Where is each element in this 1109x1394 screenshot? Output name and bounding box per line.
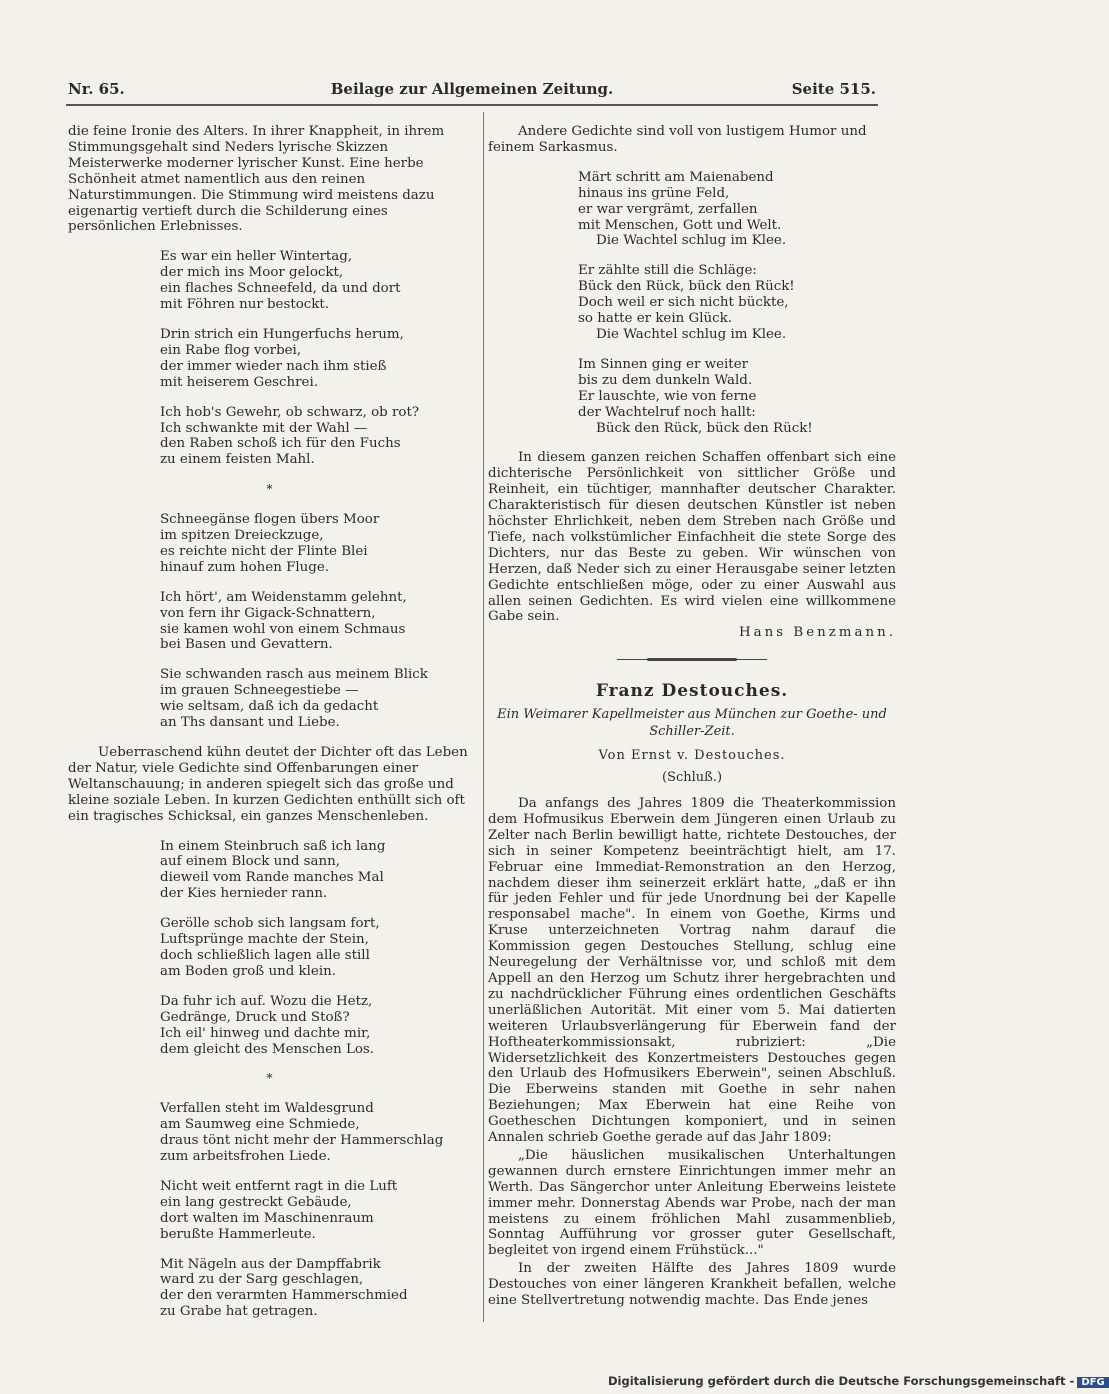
poem-line: Gerölle schob sich langsam fort,	[160, 916, 380, 932]
poem-line: der Kies hernieder rann.	[160, 886, 328, 902]
poem-geese	[160, 512, 471, 731]
poem-line: Märt schritt am Maienabend	[578, 169, 774, 185]
poem-line: am Saumweg eine Schmiede,	[160, 1117, 360, 1133]
section-separator: *	[266, 482, 273, 497]
issue-number: Nr. 65.	[68, 80, 125, 98]
poem-line: dem gleicht des Menschen Los.	[160, 1041, 375, 1057]
poem-stanza	[160, 249, 471, 313]
footer-text: Digitalisierung gefördert durch die Deutsche Forschungsgemeinschaft -	[608, 1374, 1075, 1388]
poem-line: an Ths dansant und Liebe.	[160, 715, 340, 731]
poem-line: Gedränge, Druck und Stoß?	[160, 1009, 350, 1025]
poem-line: Da fuhr ich auf. Wozu die Hetz,	[160, 993, 373, 1009]
poem-line: Ich eil' hinweg und dachte mir,	[160, 1025, 371, 1041]
article-paragraph-2: In der zweiten Hälfte des Jahres 1809 wurde Destouches von einer längeren Krankheit befallen, welche eine Stellvertretung notwendig machte. Das Ende jenes	[488, 1261, 896, 1309]
poem-stanza	[160, 839, 471, 903]
poem-line: Im Sinnen ging er weiter	[578, 356, 749, 372]
poem-line: Er lauschte, wie von ferne	[578, 388, 757, 404]
poem-line: so hatte er kein Glück.	[578, 311, 732, 327]
poem-line: zu Grabe hat getragen.	[160, 1304, 318, 1320]
poem-line: auf einem Block und sann,	[160, 854, 341, 870]
poem-line: Doch weil er sich nicht bückte,	[578, 295, 789, 311]
poem-stanza	[160, 590, 471, 654]
poem-stanza	[160, 916, 471, 980]
header-rule	[66, 104, 878, 106]
decorative-rule	[617, 657, 767, 662]
poem-stanza	[160, 512, 471, 576]
poem-line: Schneegänse flogen übers Moor	[160, 512, 380, 528]
poem-line: Luftsprünge machte der Stein,	[160, 932, 369, 948]
poem-line: draus tönt nicht mehr der Hammerschlag	[160, 1133, 444, 1149]
poem-line: wie seltsam, daß ich da gedacht	[160, 699, 379, 715]
poem-line: den Raben schoß ich für den Fuchs	[160, 436, 401, 452]
poem-stanza	[160, 405, 471, 469]
poem-stanza	[160, 327, 471, 391]
poem-line: der den verarmten Hammerschmied	[160, 1288, 408, 1304]
column-divider	[483, 112, 484, 1322]
digitization-footer	[608, 1374, 1109, 1388]
poem-stanza	[160, 994, 471, 1058]
poem-line: am Boden groß und klein.	[160, 963, 337, 979]
author-signature: Hans Benzmann.	[738, 625, 896, 641]
article-title: Franz Destouches.	[595, 681, 789, 702]
poem-line: hinauf zum hohen Fluge.	[160, 559, 330, 575]
page-number: Seite 515.	[791, 80, 876, 98]
poem-line: ward zu der Sarg geschlagen,	[160, 1272, 364, 1288]
poem-line: der Wachtelruf noch hallt:	[578, 404, 756, 420]
poem-line: bei Basen und Gevattern.	[160, 637, 333, 653]
poem-line: Mit Nägeln aus der Dampffabrik	[160, 1256, 381, 1272]
poem-line: dort walten im Maschinenraum	[160, 1210, 374, 1226]
poem-line: er war vergrämt, zerfallen	[578, 201, 758, 217]
poem-line: es reichte nicht der Flinte Blei	[160, 543, 368, 559]
poem-line: mit Menschen, Gott und Welt.	[578, 217, 782, 233]
intro-paragraph: die feine Ironie des Alters. In ihrer Knappheit, in ihrem Stimmungsgehalt sind Neders lyrische Skizzen Meisterwerke moderner lyrischer Kunst. Eine herbe Schönheit atmet namentlich aus den reinen Naturstimmungen. Die Stimmung wird meistens dazu eigenartig vertieft durch die Schilderung eines persönlichen Erlebnisses.	[68, 124, 445, 235]
poem-line: Drin strich ein Hungerfuchs herum,	[160, 326, 404, 342]
poem-line: ein lang gestreckt Gebäude,	[160, 1194, 352, 1210]
poem-line: im grauen Schneegestiebe —	[160, 683, 359, 699]
poem-stanza	[160, 1101, 471, 1165]
poem-line: Ich hört', am Weidenstamm gelehnt,	[160, 589, 407, 605]
poem-line: Ich schwankte mit der Wahl —	[160, 420, 368, 436]
poem-stanza	[578, 357, 896, 437]
supplement-title: Beilage zur Allgemeinen Zeitung.	[330, 80, 614, 98]
poem-line: der immer wieder nach ihm stieß	[160, 358, 387, 374]
poem-line: Die Wachtel schlug im Klee.	[596, 233, 787, 249]
article-subtitle: Ein Weimarer Kapellmeister aus München zur Goethe- und Schiller-Zeit.	[497, 707, 887, 740]
dfg-logo: DFG	[1077, 1377, 1108, 1388]
poem-line: von fern ihr Gigack-Schnattern,	[160, 605, 376, 621]
poem-line: Ich hob's Gewehr, ob schwarz, ob rot?	[160, 404, 420, 420]
article-part: (Schluß.)	[661, 770, 723, 786]
poem-line: bis zu dem dunkeln Wald.	[578, 372, 753, 388]
left-column	[68, 124, 471, 1320]
poem-line: Es war ein heller Wintertag,	[160, 249, 353, 265]
poem-line: ein Rabe flog vorbei,	[160, 342, 302, 358]
poem-line: Verfallen steht im Waldesgrund	[160, 1101, 374, 1117]
closing-paragraph: In diesem ganzen reichen Schaffen offenbart sich eine dichterische Persönlichkeit von sittlicher Größe und Reinheit, ein tüchtiger, mannhafter deutscher Charakter. Charakteristisch für diesen deutschen Künstler ist neben höchster Ehrlichkeit, neben dem Streben nach Größe und Tiefe, nach volkstümlicher Einfachheit die stete Sorge des Dichters, nur das Beste zu geben. Wir wünschen von Herzen, daß Neder sich zu einer Herausgabe seiner letzten Gedichte entschließen möge, oder zu einer Auswahl aus allen seinen Gedichten. Es wird vielen eine willkommene Gabe sein.	[488, 450, 896, 625]
poem-line: Bück den Rück, bück den Rück!	[596, 420, 813, 436]
poem-smithy	[160, 1101, 471, 1320]
poem-line: hinaus ins grüne Feld,	[578, 185, 730, 201]
humor-intro: Andere Gedichte sind voll von lustigem Humor und feinem Sarkasmus.	[488, 124, 867, 155]
poem-stanza	[160, 1179, 471, 1243]
middle-paragraph: Ueberraschend kühn deutet der Dichter oft das Leben der Natur, viele Gedichte sind Offenbarungen einer Weltanschauung; in anderen spiegelt sich das große und kleine soziale Leben. In kurzen Gedichten enthüllt sich oft ein tragisches Schicksal, ein ganzes Menschenleben.	[68, 745, 468, 824]
poem-line: im spitzen Dreieckzuge,	[160, 528, 324, 544]
poem-line: ein flaches Schneefeld, da und dort	[160, 281, 401, 297]
poem-winter	[160, 249, 471, 468]
poem-quail	[578, 170, 896, 437]
poem-line: mit heiserem Geschrei.	[160, 374, 319, 390]
page-header	[68, 80, 876, 104]
poem-line: doch schließlich lagen alle still	[160, 947, 370, 963]
poem-line: zum arbeitsfrohen Liede.	[160, 1149, 331, 1165]
poem-line: Bück den Rück, bück den Rück!	[578, 279, 795, 295]
poem-line: In einem Steinbruch saß ich lang	[160, 838, 386, 854]
goethe-quote: „Die häuslichen musikalischen Unterhaltungen gewannen durch ernstere Einrichtungen immer mehr an Werth. Das Sängerchor unter Anleitung Eberweins leistete immer mehr. Donnerstag Abends war Probe, nach der man meistens zu einem fröhlichen Mahl zusammenblieb, Sonntag Aufführung vor grosser guter Gesellschaft, begleitet von irgend einem Frühstück..."	[488, 1147, 896, 1259]
poem-stanza	[160, 1257, 471, 1321]
poem-stanza	[578, 263, 896, 343]
poem-stanza	[160, 667, 471, 731]
poem-line: Sie schwanden rasch aus meinem Blick	[160, 667, 428, 683]
poem-line: der mich ins Moor gelockt,	[160, 265, 344, 281]
poem-line: sie kamen wohl von einem Schmaus	[160, 621, 406, 637]
poem-stanza	[578, 170, 896, 250]
section-separator-2: *	[266, 1071, 273, 1086]
article-paragraph-1: Da anfangs des Jahres 1809 die Theaterkommission dem Hofmusikus Eberwein dem Jüngeren einen Urlaub zu Zelter nach Berlin bewilligt hatte, richtete Destouches, der sich in seiner Kompetenz beeinträchtigt hielt, am 17. Februar eine Immediat-Remonstration an den Herzog, nachdem dieser ihm seinerzeit erklärt hatte, „daß er ihn für jeden Fehler und für jede Unordnung bei der Kapelle responsabel mache". In einem von Goethe, Kirms und Kruse unterzeichneten Vortrag nahm darauf die Kommission gegen Destouches Stellung, schlug eine Neuregelung der Verhältnisse vor, und schloß mit dem Appell an den Herzog um Schutz ihrer hergebrachten und zu nachdrücklicher Führung eines ordentlichen Geschäfts unerläßlichen Autorität. Mit einer vom 5. Mai datierten weiteren Urlaubsverlängerung für Eberwein fand der Hoftheaterkommissionsakt, rubriziert: „Die Widersetzlichkeit des Konzertmeisters Destouches gegen den Urlaub des Hofmusikers Eberwein", seinen Abschluß. Die Eberweins standen mit Goethe in sehr nahen Beziehungen; Max Eberwein hat eine Reihe von Goetheschen Dichtungen komponiert, und in seinen Annalen schrieb Goethe gerade auf das Jahr 1809:	[488, 796, 896, 1146]
poem-line: Die Wachtel schlug im Klee.	[596, 326, 787, 342]
poem-line: Er zählte still die Schläge:	[578, 263, 757, 279]
poem-line: dieweil vom Rande manches Mal	[160, 870, 384, 886]
right-column	[488, 124, 896, 1309]
poem-line: berußte Hammerleute.	[160, 1226, 316, 1242]
poem-line: mit Föhren nur bestockt.	[160, 297, 330, 313]
poem-quarry	[160, 839, 471, 1058]
poem-line: zu einem feisten Mahl.	[160, 452, 315, 468]
article-byline: Von Ernst v. Destouches.	[598, 748, 786, 764]
poem-line: Nicht weit entfernt ragt in die Luft	[160, 1178, 398, 1194]
